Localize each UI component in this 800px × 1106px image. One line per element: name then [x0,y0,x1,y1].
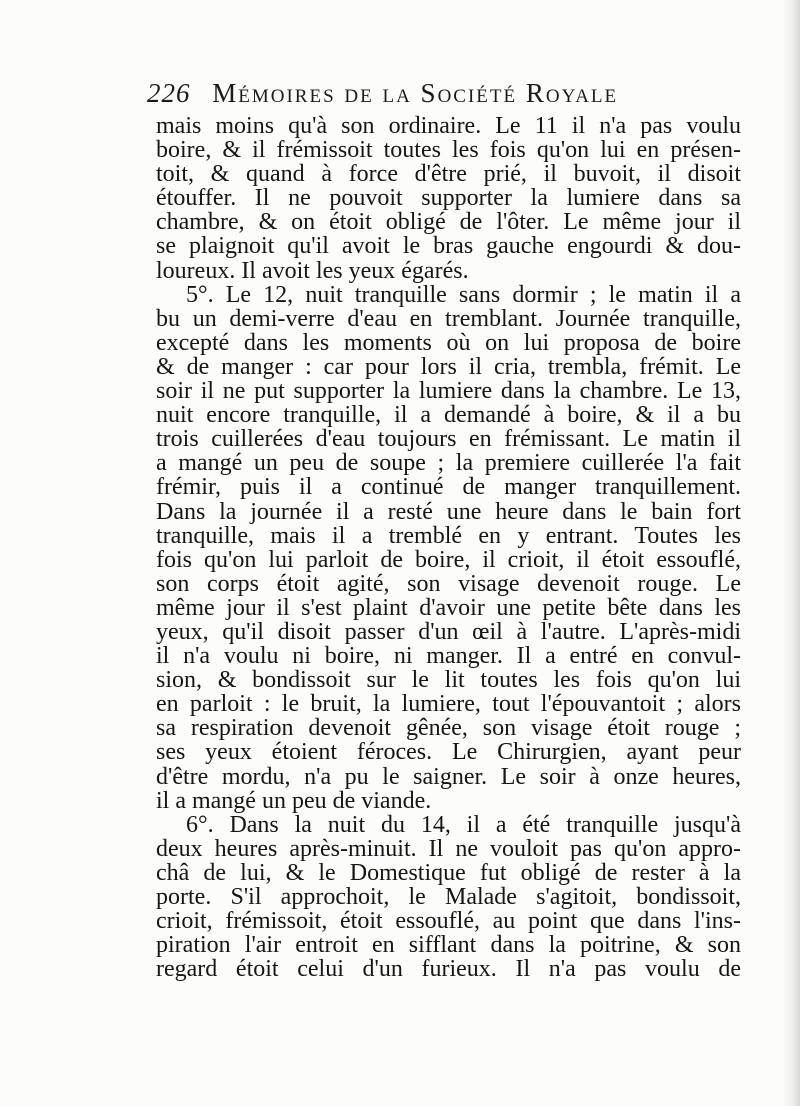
text-line: il a mangé un peu de viande. [156,787,432,814]
text-line: tranquille, mais il a tremblé en y entrant. Toutes les [156,522,741,549]
body-text [156,114,741,981]
page-edge-shadow [782,0,800,1106]
text-line: trois cuillerées d'eau toujours en frémissant. Le matin il [156,426,741,453]
text-line: en parloit : le bruit, la lumiere, tout l'épouvantoit ; alors [156,691,741,718]
running-head [147,78,687,112]
text-line: bu un demi-verre d'eau en tremblant. Journée tranquille, [156,305,741,332]
text-line: il n'a voulu ni boire, ni manger. Il a entré en convul- [156,643,741,670]
text-line: porte. S'il approchoit, le Malade s'agitoit, bondissoit, [156,884,741,910]
text-line: a mangé un peu de soupe ; la premiere cuillerée l'a fait [156,450,741,477]
text-line: frémir, puis il a continué de manger tranquillement. [156,474,741,501]
text-line: son corps étoit agité, son visage devenoit rouge. Le [156,570,741,597]
text-line: étouffer. Il ne pouvoit supporter la lumiere dans sa [156,185,741,212]
text-line: se plaignoit qu'il avoit le bras gauche engourdi & dou- [156,233,741,260]
running-title: Mémoires de la Société Royale [212,78,619,108]
text-line: regard étoit celui d'un furieux. Il n'a pas voulu de [156,956,741,983]
text-line: soir il ne put supporter la lumiere dans la chambre. Le 13, [156,378,741,405]
page-number: 226 [147,78,191,108]
text-line: Dans la journée il a resté une heure dans le bain fort [156,498,741,525]
text-line: 6°. Dans la nuit du 14, il a été tranquille jusqu'à [186,811,741,838]
text-line: mais moins qu'à son ordinaire. Le 11 il n'a pas voulu [156,113,741,139]
text-line: yeux, qu'il disoit passer d'un œil à l'autre. L'après-midi [156,618,741,645]
text-line: boire, & il frémissoit toutes les fois qu'on lui en présen- [156,137,741,164]
text-line: deux heures après-minuit. Il ne vouloit pas qu'on appro- [156,835,741,862]
text-line: excepté dans les moments où on lui proposa de boire [156,329,741,356]
text-line: fois qu'on lui parloit de boire, il crioit, il étoit essouflé, [156,546,741,573]
text-line: sion, & bondissoit sur le lit toutes les fois qu'on lui [156,667,741,694]
text-line: sa respiration devenoit gênée, son visage étoit rouge ; [156,715,741,742]
text-line: loureux. Il avoit les yeux égarés. [156,257,469,284]
text-line: ses yeux étoient féroces. Le Chirurgien, ayant peur [156,739,741,766]
text-line: toit, & quand à force d'être prié, il buvoit, il disoit [156,161,741,188]
text-line: même jour il s'est plaint d'avoir une petite bête dans les [156,594,741,621]
text-line: chambre, & on étoit obligé de l'ôter. Le même jour il [156,209,741,236]
text-line: & de manger : car pour lors il cria, trembla, frémit. Le [156,353,741,380]
text-line: nuit encore tranquille, il a demandé à boire, & il a bu [156,402,741,429]
text-line: 5°. Le 12, nuit tranquille sans dormir ; le matin il a [186,281,741,308]
text-line: d'être mordu, n'a pu le saigner. Le soir à onze heures, [156,763,741,790]
text-line: crioit, frémissoit, étoit essouflé, au point que dans l'ins- [156,908,741,935]
text-line: piration l'air entroit en sifflant dans la poitrine, & son [156,932,741,959]
text-line: châ de lui, & le Domestique fut obligé de rester à la [156,859,741,886]
